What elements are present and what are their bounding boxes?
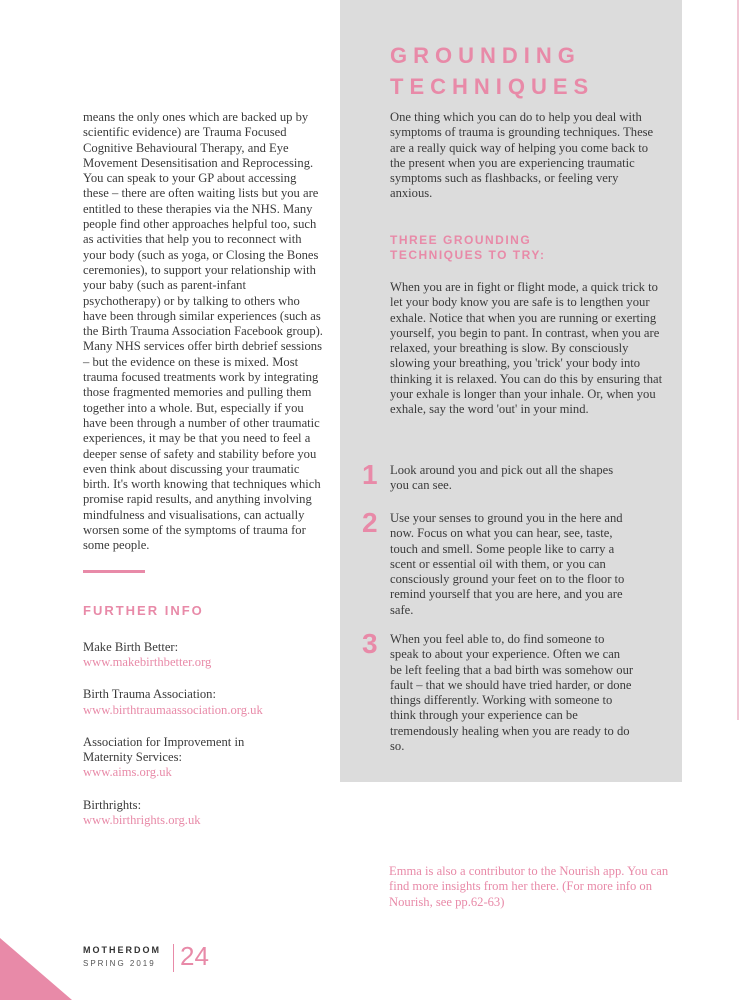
further-info-heading: FURTHER INFO	[83, 602, 204, 618]
grounding-intro: One thing which you can do to help you deal with symptoms of trauma is grounding techniques. These are a really quick way of helping you come back to the present when you are experiencing traumatic symptoms such as flashbacks, or feeling very anxious.	[390, 110, 654, 201]
publication-name: MOTHERDOM	[83, 945, 161, 955]
page-footer	[83, 941, 209, 971]
info-item-birthrights	[83, 798, 323, 829]
technique-text: When you feel able to, do find someone to speak to about your experience. Often we can be left feeling that a bad birth was somehow our fault – that we should have tried harder, or done things differently. Working with someone to think through your experience can be tremendously healing when you are ready to do so.	[390, 632, 634, 754]
technique-2	[362, 507, 662, 618]
info-link[interactable]: www.aims.org.uk	[83, 765, 172, 780]
techniques-subheading	[390, 233, 545, 263]
corner-triangle-decoration	[0, 938, 72, 1000]
grounding-title	[390, 40, 594, 102]
grounding-panel	[340, 0, 682, 782]
technique-number: 3	[362, 628, 378, 659]
title-line-2: TECHNIQUES	[390, 74, 595, 99]
info-name: Association for Improvement in Maternity Services:	[83, 734, 245, 765]
subheading-line-1: THREE GROUNDING	[390, 233, 532, 247]
info-name: Birthrights:	[83, 797, 142, 812]
left-body-text: means the only ones which are backed up by scientific evidence) are Trauma Focused Cognitive Behavioural Therapy, and Eye Movement Desensitisation and Reprocessing. You can speak to your GP about accessing these – there are often waiting lists but you are entitled to these therapies via the NHS. Many people find other approaches helpful too, such as activities that help you to reconnect with your body (such as yoga, or Closing the Bones ceremonies), to support your relationship with your baby (such as parent-infant psychotherapy) or by talking to others who have been through similar experiences (such as the Birth Trauma Association Facebook group). Many NHS services offer birth debrief sessions – but the evidence on these is mixed. Most trauma focused treatments work by integrating those fragmented memories and pulling them together into a whole. But, especially if you have been through a number of other traumatic experiences, it may be that you need to feel a deeper sense of safety and stability before you even think about discussing your traumatic birth. It's worth knowing that techniques which promise rapid results, and anything involving mindfulness and visualisations, can actually worsen some of the symptoms of trauma for some people.	[83, 110, 323, 553]
page-edge-stripe	[737, 0, 739, 720]
technique-text: Look around you and pick out all the shapes you can see.	[390, 463, 614, 493]
technique-number: 2	[362, 507, 378, 538]
contributor-note: Emma is also a contributor to the Nourish app. You can find more insights from her there. (For more info on Nourish, see pp.62-63)	[389, 864, 669, 909]
title-line-1: GROUNDING	[390, 43, 581, 68]
left-column	[83, 110, 323, 845]
breathing-paragraph: When you are in fight or flight mode, a quick trick to let your body know you are safe is to lengthen your exhale. Notice that when you are running or exerting yourself, you begin to pant. In contrast, when you are relaxed, your breathing is slow. By consciously slowing your breathing, you 'trick' your body into thinking it is relaxed. You can do this by ensuring that your exhale is longer than your inhale. Or, when you exhale, say the word 'out' in your mind.	[390, 280, 663, 417]
info-link[interactable]: www.makebirthbetter.org	[83, 654, 212, 669]
section-divider	[83, 570, 145, 573]
info-item-aims	[83, 735, 323, 781]
info-link[interactable]: www.birthtraumaassociation.org.uk	[83, 702, 263, 717]
info-name: Make Birth Better:	[83, 639, 179, 654]
info-link[interactable]: www.birthrights.org.uk	[83, 812, 201, 827]
subheading-line-2: TECHNIQUES TO TRY:	[390, 248, 546, 262]
technique-number: 1	[362, 459, 378, 490]
technique-1	[362, 459, 662, 494]
info-name: Birth Trauma Association:	[83, 687, 216, 702]
technique-3	[362, 628, 662, 754]
issue-label: SPRING 2019	[83, 959, 156, 968]
info-item-make-birth-better	[83, 640, 323, 671]
info-item-birth-trauma-association	[83, 687, 323, 718]
page-number: 24	[180, 941, 209, 971]
technique-text: Use your senses to ground you in the here and now. Focus on what you can hear, see, taste, touch and smell. Some people like to carry a scent or essential oil with them, or you can consciously ground your feet on to the floor to remind yourself that you are here, and you are safe.	[390, 511, 625, 617]
footer-separator	[173, 944, 174, 972]
